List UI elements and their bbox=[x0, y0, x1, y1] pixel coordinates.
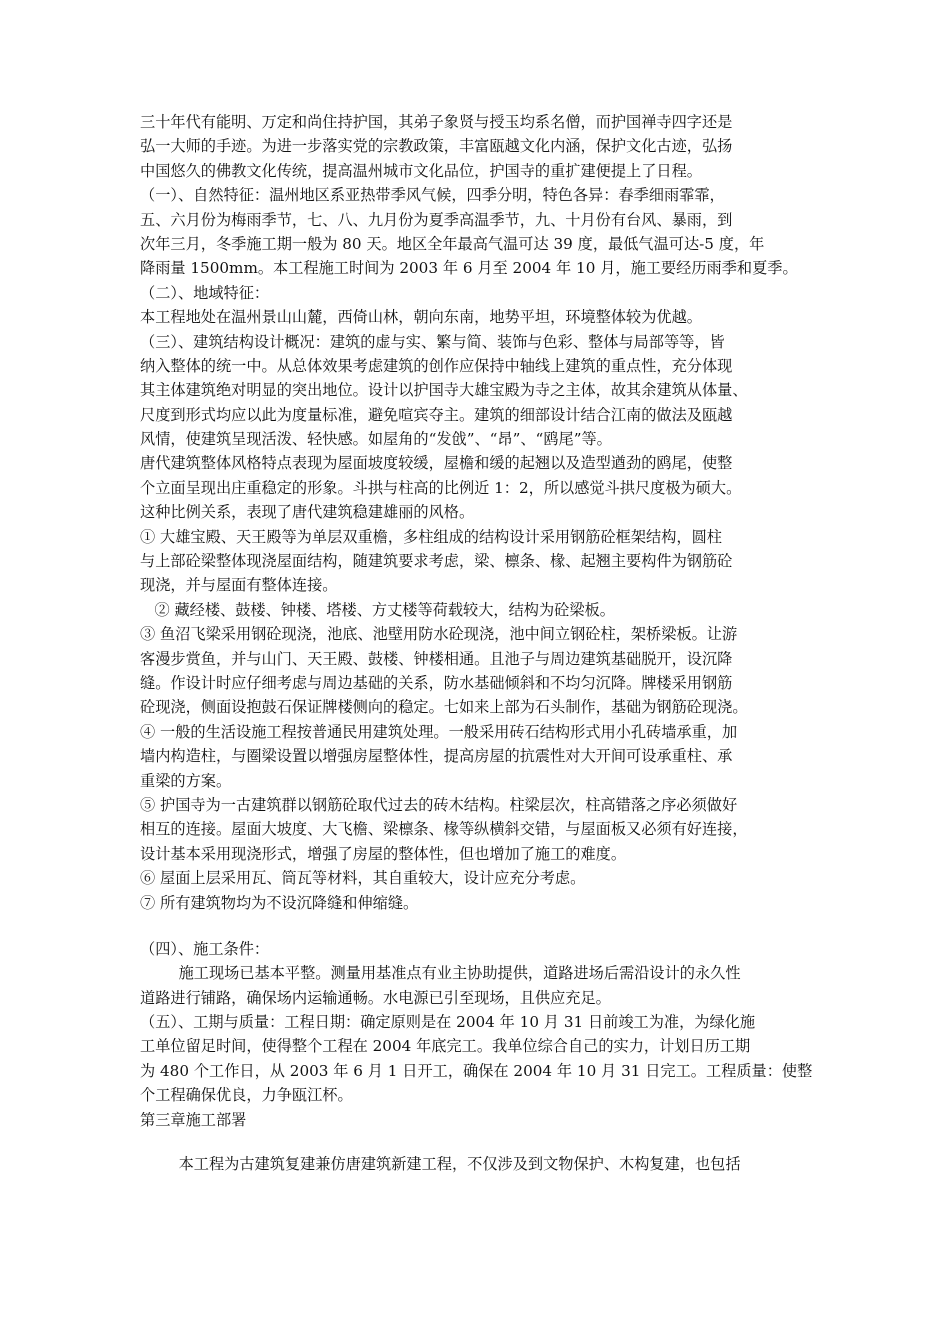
text-line: 重梁的方案。 bbox=[140, 771, 232, 790]
list-item-3: ③ 鱼沼飞梁采用钢砼现浇，池底、池壁用防水砼现浇，池中间立钢砼柱，架桥梁板。让游 bbox=[140, 625, 738, 644]
paragraph-gap bbox=[140, 915, 840, 937]
text-line: 尺度到形式均应以此为度量标准，避免喧宾夺主。建筑的细部设计结合江南的做法及瓯越 bbox=[140, 405, 733, 424]
text-line: 设计基本采用现浇形式，增强了房屋的整体性，但也增加了施工的难度。 bbox=[140, 844, 626, 863]
text-line: 这种比例关系，表现了唐代建筑稳建雄丽的风格。 bbox=[140, 503, 475, 522]
list-item-4: ④ 一般的生活设施工程按普通民用建筑处理。一般采用砖石结构形式用小孔砖墙承重，加 bbox=[140, 722, 738, 741]
text-line: 施工现场已基本平整。测量用基准点有业主协助提供，道路进场后需沿设计的永久性 bbox=[140, 964, 741, 983]
text-line: 相互的连接。屋面大坡度、大飞檐、梁檩条、椽等纵横斜交错，与屋面板又必须有好连接， bbox=[140, 820, 748, 839]
document-page bbox=[140, 110, 840, 1176]
text-line: 次年三月，冬季施工期一般为 80 天。地区全年最高气温可达 39 度，最低气温可达-5 度，年 bbox=[140, 234, 765, 253]
text-line: 为 480 个工作日，从 2003 年 6 月 1 日开工，确保在 2004 年 10 月 31 日完工。工程质量：使整 bbox=[140, 1061, 813, 1080]
text-line: 降雨量 1500mm。本工程施工时间为 2003 年 6 月至 2004 年 10 月，施工要经历雨季和夏季。 bbox=[140, 259, 798, 278]
text-line: 纳入整体的统一中。从总体效果考虑建筑的创作应保持中轴线上建筑的重点性，充分体现 bbox=[140, 356, 733, 375]
text-line: 墙内构造柱，与圈梁设置以增强房屋整体性，提高房屋的抗震性对大开间可设承重柱、承 bbox=[140, 747, 733, 766]
paragraph-gap bbox=[140, 1132, 840, 1152]
text-line: 道路进行铺路，确保场内运输通畅。水电源已引至现场，且供应充足。 bbox=[140, 988, 611, 1007]
text-line: 三十年代有能明、万定和尚住持护国，其弟子象贤与授玉均系名僧，而护国禅寺四字还是 bbox=[140, 113, 733, 131]
list-item-6: ⑥ 屋面上层采用瓦、筒瓦等材料，其自重较大，设计应充分考虑。 bbox=[140, 869, 586, 888]
text-line: 个立面呈现出庄重稳定的形象。斗拱与柱高的比例近 1：2，所以感觉斗拱尺度极为硕大。 bbox=[140, 478, 742, 497]
text-line: 砼现浇，侧面设抱鼓石保证牌楼侧向的稳定。七如来上部为石头制作，基础为钢筋砼现浇。 bbox=[140, 698, 748, 717]
chapter-heading: 第三章施工部署 bbox=[140, 1110, 247, 1129]
list-item-2: ② 藏经楼、鼓楼、钟楼、塔楼、方丈楼等荷载较大，结构为砼梁板。 bbox=[140, 600, 615, 619]
text-line: 与上部砼梁整体现浇屋面结构，随建筑要求考虑，梁、檩条、椽、起翘主要构件为钢筋砼 bbox=[140, 552, 733, 571]
text-line: 工单位留足时间，使得整个工程在 2004 年底完工。我单位综合自己的实力，计划日历工期 bbox=[140, 1037, 751, 1056]
list-item-5: ⑤ 护国寺为一古建筑群以钢筋砼取代过去的砖木结构。柱梁层次，柱高错落之序必须做好 bbox=[140, 795, 738, 814]
section-construction-conditions: （四）、施工条件： bbox=[140, 939, 270, 958]
text-line: 个工程确保优良，力争瓯江杯。 bbox=[140, 1086, 353, 1105]
text-line: 五、六月份为梅雨季节，七、八、九月份为夏季高温季节，九、十月份有台风、暴雨，到 bbox=[140, 210, 733, 229]
list-item-7: ⑦ 所有建筑物均为不设沉降缝和伸缩缝。 bbox=[140, 893, 419, 912]
list-item-1: ① 大雄宝殿、天王殿等为单层双重檐，多柱组成的结构设计采用钢筋砼框架结构，圆柱 bbox=[140, 527, 722, 546]
section-natural-features: （一）、自然特征：温州地区系亚热带季风气候，四季分明，特色各异：春季细雨霏霏， bbox=[140, 186, 725, 205]
section-regional-features: （二）、地域特征： bbox=[140, 283, 270, 302]
text-line: 本工程为古建筑复建兼仿唐建筑新建工程，不仅涉及到文物保护、木构复建，也包括 bbox=[140, 1155, 741, 1174]
text-line: 唐代建筑整体风格特点表现为屋面坡度较缓，屋檐和缓的起翘以及造型遒劲的鸥尾，使整 bbox=[140, 454, 733, 473]
text-line: 风情，使建筑呈现活泼、轻快感。如屋角的“发戗”、“昂”、“鸥尾”等。 bbox=[140, 430, 612, 449]
section-structure-design: （三）、建筑结构设计概况：建筑的虚与实、繁与简、装饰与色彩、整体与局部等等，皆 bbox=[140, 332, 725, 351]
text-line: 其主体建筑绝对明显的突出地位。设计以护国寺大雄宝殿为寺之主体，故其余建筑从体量、 bbox=[140, 381, 748, 400]
text-line: 本工程地处在温州景山山麓，西倚山林，朝向东南，地势平坦，环境整体较为优越。 bbox=[140, 308, 702, 327]
text-line: 缝。作设计时应仔细考虑与周边基础的关系，防水基础倾斜和不均匀沉降。牌楼采用钢筋 bbox=[140, 673, 733, 692]
text-line: 客漫步赏鱼，并与山门、天王殿、鼓楼、钟楼相通。且池子与周边建筑基础脱开，设沉降 bbox=[140, 649, 733, 668]
text-line: 中国悠久的佛教文化传统，提高温州城市文化品位，护国寺的重扩建便提上了日程。 bbox=[140, 161, 702, 180]
text-line: 弘一大师的手迹。为进一步落实党的宗教政策，丰富瓯越文化内涵，保护文化古迹，弘扬 bbox=[140, 137, 733, 156]
section-schedule-quality: （五）、工期与质量：工程日期：确定原则是在 2004 年 10 月 31 日前竣工为准，为绿化施 bbox=[140, 1013, 756, 1032]
text-line: 现浇，并与屋面有整体连接。 bbox=[140, 576, 338, 595]
